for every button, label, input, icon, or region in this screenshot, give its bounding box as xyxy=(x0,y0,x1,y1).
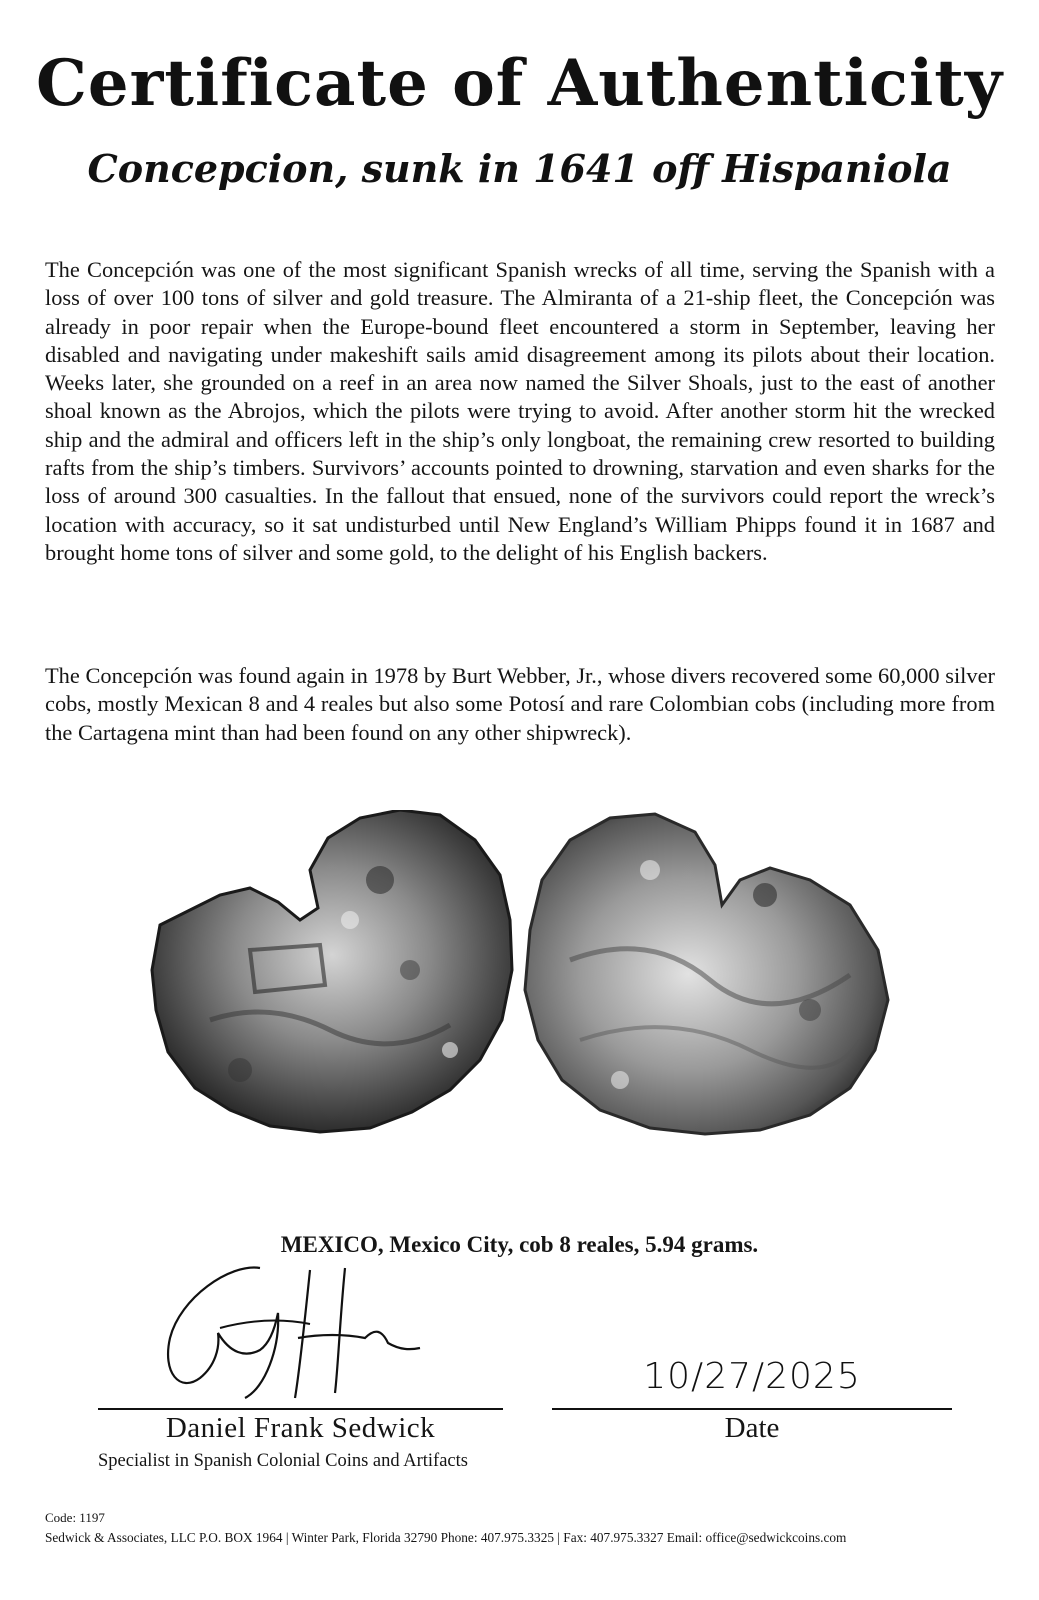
signature-line xyxy=(98,1408,503,1410)
date-line xyxy=(552,1408,952,1410)
certificate-code: Code: 1197 xyxy=(45,1510,105,1525)
history-paragraph-1: The Concepción was one of the most significant Spanish wrecks of all time, serving the Spanish with a loss of over 100 tons of silver and gold treasure. The Almiranta of a 21-ship fleet, the Concepción was already in poor repair when the Europe-bound fleet encountered a storm in September, leaving her disabled and navigating under makeshift sails amid disagreement among its pilots about their location. Weeks later, she grounded on a reef in an area now named the Silver Shoals, just to the east of another shoal known as the Abrojos, which the pilots were trying to avoid. After another storm hit the wrecked ship and the admiral and officers left in the ship’s only longboat, the remaining crew resorted to building rafts from the ship’s timbers. Survivors’ accounts pointed to drowning, starvation and even sharks for the loss of around 300 casualties. In the fallout that ensued, none of the survivors could report the wreck’s location with accuracy, so it sat undisturbed until New England’s William Phipps found it in 1687 and brought home tons of silver and some gold, to the delight of his English backers. xyxy=(45,257,995,565)
date-label: Date xyxy=(724,1412,780,1444)
signer-title: Specialist in Spanish Colonial Coins and Artifacts xyxy=(98,1451,468,1471)
signer-name: Daniel Frank Sedwick xyxy=(165,1412,436,1444)
coin-reverse xyxy=(525,814,888,1134)
certificate-title: Certificate of Authenticity xyxy=(35,46,1004,121)
certificate-subtitle: Concepcion, sunk in 1641 off Hispaniola xyxy=(87,146,952,191)
coin-obverse xyxy=(152,810,512,1132)
contact-footer: Sedwick & Associates, LLC P.O. BOX 1964 | Winter Park, Florida 32790 Phone: 407.975.3325 | Fax: 407.975.3327 Email: office@sedwickcoins.com xyxy=(45,1530,847,1545)
date-value: 10/27/2025 xyxy=(643,1356,861,1397)
coin-caption: MEXICO, Mexico City, cob 8 reales, 5.94 grams. xyxy=(280,1232,759,1257)
history-paragraph-2: The Concepción was found again in 1978 by Burt Webber, Jr., whose divers recovered some 60,000 silver cobs, mostly Mexican 8 and 4 reales but also some Potosí and rare Colombian cobs (including more from the Cartagena mint than had been found on any other shipwreck). xyxy=(45,663,995,745)
coin-photo xyxy=(150,810,910,1150)
handwritten-signature xyxy=(160,1258,440,1408)
